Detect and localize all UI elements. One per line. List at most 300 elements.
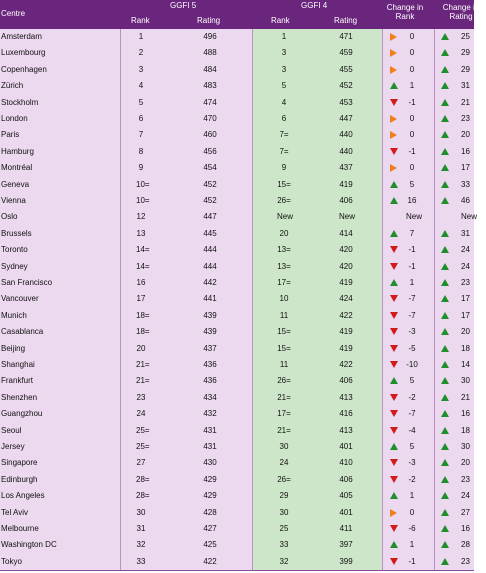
column-divider <box>382 521 383 537</box>
rank-change-down-arrow-icon <box>390 345 398 352</box>
ggfi5-rank: 17 <box>136 294 146 304</box>
change-in-rank: 5 <box>409 376 415 386</box>
column-divider <box>120 144 121 160</box>
change-in-rating: 23 <box>461 278 470 287</box>
cell-background <box>252 455 382 471</box>
column-divider <box>120 259 121 275</box>
column-divider <box>120 357 121 373</box>
centre-name: London <box>1 114 28 123</box>
table-row <box>0 308 474 325</box>
column-divider <box>120 439 121 455</box>
change-in-rank: 7 <box>409 228 415 238</box>
ggfi4-rank: 13= <box>277 245 291 255</box>
rank-change-up-arrow-icon <box>390 443 398 450</box>
rating-change-up-arrow-icon <box>441 246 449 253</box>
centre-name: Los Angeles <box>1 491 45 501</box>
ggfi4-rank: 26= <box>277 376 291 386</box>
table-row <box>0 406 474 423</box>
ggfi4-rating: 413 <box>339 425 353 435</box>
ggfi4-rank: 17= <box>277 278 291 287</box>
rank-change-down-arrow-icon <box>390 361 398 368</box>
change-in-rating: New <box>461 212 478 222</box>
ggfi5-rank: 8 <box>138 146 144 156</box>
rating-change-up-arrow-icon <box>441 197 449 204</box>
ggfi4-rank: 30 <box>279 507 289 517</box>
rating-change-up-arrow-icon <box>441 279 449 286</box>
column-divider <box>382 341 383 357</box>
table-row <box>0 209 478 226</box>
ggfi5-rank: 14= <box>136 261 150 271</box>
table-row <box>0 341 474 358</box>
column-divider <box>252 537 253 553</box>
centre-name: Paris <box>1 130 20 140</box>
rating-change-up-arrow-icon <box>441 164 449 171</box>
column-divider <box>252 308 253 324</box>
column-divider <box>120 177 121 193</box>
ggfi5-rating: 432 <box>203 409 217 419</box>
change-in-rank: -7 <box>408 294 416 304</box>
column-divider <box>120 390 121 406</box>
cell-background <box>0 209 120 225</box>
column-divider <box>382 390 383 406</box>
ggfi5-rank: 6 <box>138 114 144 123</box>
change-in-rank: -1 <box>408 245 416 255</box>
rank-change-right-arrow-icon <box>390 164 397 172</box>
change-in-rating: 28 <box>461 540 470 550</box>
ggfi4-rank: 17= <box>277 409 291 419</box>
ggfi5-rating: 434 <box>203 392 217 402</box>
ggfi5-rating: 445 <box>203 228 217 238</box>
ggfi5-rank: 5 <box>138 97 144 107</box>
ggfi4-rating: 419 <box>339 179 353 189</box>
cell-background <box>252 242 382 258</box>
ggfi5-rank: 27 <box>136 458 146 468</box>
column-divider <box>434 308 435 324</box>
header-ggfi4-rank: Rank <box>271 16 290 25</box>
ggfi4-rating: 405 <box>339 491 353 501</box>
rating-change-up-arrow-icon <box>441 49 449 56</box>
ggfi5-rank: 21= <box>136 360 150 369</box>
column-divider <box>120 193 121 209</box>
cell-background <box>252 226 382 242</box>
column-divider <box>252 193 253 209</box>
column-divider <box>120 308 121 324</box>
ggfi4-rating: 440 <box>339 130 353 140</box>
table-row <box>0 45 474 62</box>
column-divider <box>434 45 435 61</box>
column-divider <box>120 455 121 471</box>
ggfi4-rank: New <box>277 212 294 222</box>
ggfi4-rating: 413 <box>339 392 353 402</box>
change-in-rating: 20 <box>461 327 470 337</box>
ggfi5-rating: 460 <box>203 130 217 140</box>
ggfi4-rating: 440 <box>339 146 353 156</box>
ggfi4-rating: 401 <box>339 442 353 451</box>
centre-name: Tel Aviv <box>1 507 28 517</box>
change-in-rank: 1 <box>409 81 415 91</box>
ggfi5-rating: 470 <box>203 114 217 123</box>
ggfi4-rating: 471 <box>339 32 353 41</box>
ggfi4-rating: 406 <box>339 196 353 205</box>
table-row <box>0 160 474 177</box>
column-divider <box>434 275 435 291</box>
ggfi5-rating: 441 <box>203 294 217 304</box>
centre-name: San Francisco <box>1 278 53 287</box>
rating-change-up-arrow-icon <box>441 181 449 188</box>
centre-name: Copenhagen <box>1 64 47 74</box>
centre-name: Toronto <box>1 245 28 255</box>
change-in-rating: 27 <box>461 507 470 517</box>
change-in-rating: 14 <box>461 360 470 369</box>
rank-change-down-arrow-icon <box>390 427 398 434</box>
ggfi4-rating: 455 <box>339 64 353 74</box>
rank-change-up-arrow-icon <box>390 279 398 286</box>
change-in-rating: 25 <box>461 32 470 41</box>
rating-change-up-arrow-icon <box>441 295 449 302</box>
rank-change-up-arrow-icon <box>390 230 398 237</box>
ggfi4-rating: 414 <box>339 228 353 238</box>
rank-change-down-arrow-icon <box>390 476 398 483</box>
cell-background <box>252 177 382 193</box>
ggfi5-rank: 23 <box>136 392 146 402</box>
centre-name: Washington DC <box>1 540 57 550</box>
header-centre: Centre <box>1 9 26 18</box>
column-divider <box>382 275 383 291</box>
rating-change-up-arrow-icon <box>441 558 449 565</box>
change-in-rank: -10 <box>406 360 418 369</box>
header-ggfi5-rank: Rank <box>131 16 150 25</box>
rank-change-up-arrow-icon <box>390 181 398 188</box>
change-in-rating: 20 <box>461 458 470 468</box>
change-in-rating: 17 <box>461 294 470 304</box>
ggfi5-rating: 437 <box>203 343 217 353</box>
centre-name: Casablanca <box>1 327 44 337</box>
ggfi5-rank: 12 <box>136 212 146 222</box>
column-divider <box>434 373 435 389</box>
rating-change-up-arrow-icon <box>441 115 449 122</box>
centre-name: Luxembourg <box>1 48 46 58</box>
table-row <box>0 439 474 456</box>
change-in-rank: 0 <box>409 114 415 123</box>
rating-change-up-arrow-icon <box>441 328 449 335</box>
rating-change-up-arrow-icon <box>441 230 449 237</box>
column-divider <box>252 95 253 111</box>
ggfi5-rank: 28= <box>136 491 150 501</box>
ggfi4-rating: 447 <box>339 114 353 123</box>
column-divider <box>252 242 253 258</box>
ggfi4-rank: 24 <box>279 458 289 468</box>
rating-change-up-arrow-icon <box>441 131 449 138</box>
change-in-rank: -1 <box>408 97 416 107</box>
cell-background <box>252 62 382 78</box>
centre-name: Shanghai <box>1 360 35 369</box>
ggfi4-rating: 401 <box>339 507 353 517</box>
ggfi4-rank: 10 <box>279 294 289 304</box>
table-row <box>0 505 474 522</box>
rating-change-up-arrow-icon <box>441 394 449 401</box>
column-divider <box>120 505 121 521</box>
column-divider <box>252 259 253 275</box>
change-in-rating: 23 <box>461 556 470 566</box>
table-row <box>0 78 474 95</box>
change-in-rank: 0 <box>409 48 415 58</box>
column-divider <box>382 554 383 570</box>
column-divider <box>434 78 435 94</box>
centre-name: Beijing <box>1 343 26 353</box>
ggfi4-rating: 406 <box>339 376 353 386</box>
centre-name: Singapore <box>1 458 38 468</box>
ggfi4-rank: 21= <box>277 425 291 435</box>
centre-name: Seoul <box>1 425 22 435</box>
ggfi5-rank: 30 <box>136 507 146 517</box>
cell-background <box>252 472 382 488</box>
change-in-rank: -3 <box>408 458 416 468</box>
column-divider <box>382 537 383 553</box>
cell-background <box>252 373 382 389</box>
change-in-rank: 0 <box>409 163 415 173</box>
column-divider <box>382 488 383 504</box>
ggfi5-rating: 439 <box>203 327 217 337</box>
rating-change-up-arrow-icon <box>441 377 449 384</box>
table-row <box>0 226 474 243</box>
ggfi5-rating: 488 <box>203 48 217 58</box>
column-divider <box>252 275 253 291</box>
column-divider <box>434 144 435 160</box>
rating-change-up-arrow-icon <box>441 66 449 73</box>
header-ggfi4: GGFI 4 <box>301 1 328 10</box>
rating-change-up-arrow-icon <box>441 82 449 89</box>
rating-change-up-arrow-icon <box>441 459 449 466</box>
column-divider <box>252 439 253 455</box>
column-divider <box>434 455 435 471</box>
ggfi5-rating: 436 <box>203 376 217 386</box>
change-in-rating: 24 <box>461 261 470 271</box>
column-divider <box>382 324 383 340</box>
rating-change-up-arrow-icon <box>441 476 449 483</box>
table-row <box>0 324 474 341</box>
rank-change-up-arrow-icon <box>390 82 398 89</box>
change-in-rating: 16 <box>461 409 470 419</box>
ggfi4-rank: 6 <box>281 114 287 123</box>
change-in-rank: -6 <box>408 524 416 533</box>
table-row <box>0 291 474 308</box>
centre-name: Hamburg <box>1 146 34 156</box>
ggfi4-rating: 452 <box>339 81 353 91</box>
column-divider <box>434 505 435 521</box>
ggfi4-rating: 397 <box>339 540 353 550</box>
ggfi4-rating: 420 <box>339 245 353 255</box>
change-in-rating: 31 <box>461 81 470 91</box>
column-divider <box>434 160 435 176</box>
change-in-rank: 0 <box>409 130 415 140</box>
ggfi5-rating: 439 <box>203 310 217 320</box>
ggfi5-rating: 429 <box>203 474 217 484</box>
centre-name: Vienna <box>1 196 26 205</box>
change-in-rating: 18 <box>461 343 470 353</box>
change-in-rating: 16 <box>461 146 470 156</box>
table-row <box>0 521 474 538</box>
column-divider <box>434 111 435 127</box>
column-divider <box>434 324 435 340</box>
ggfi5-rating: 427 <box>203 524 217 533</box>
rating-change-up-arrow-icon <box>441 312 449 319</box>
rank-change-down-arrow-icon <box>390 525 398 532</box>
ggfi4-rank: 15= <box>277 343 291 353</box>
ggfi4-rating: 411 <box>339 524 353 533</box>
ggfi5-rank: 14= <box>136 245 150 255</box>
rating-change-up-arrow-icon <box>441 427 449 434</box>
column-divider <box>252 373 253 389</box>
column-divider <box>252 144 253 160</box>
column-divider <box>382 144 383 160</box>
column-divider <box>382 455 383 471</box>
rank-change-down-arrow-icon <box>390 410 398 417</box>
column-divider <box>120 537 121 553</box>
table-row <box>0 242 474 259</box>
column-divider <box>252 390 253 406</box>
ggfi5-rating: 431 <box>203 425 217 435</box>
ggfi4-rating: 419 <box>339 343 353 353</box>
ggfi5-rating: 483 <box>203 81 217 91</box>
rank-change-up-arrow-icon <box>390 541 398 548</box>
ggfi5-rating: 452 <box>203 179 217 189</box>
column-divider <box>252 505 253 521</box>
table-row <box>0 127 474 144</box>
column-divider <box>382 242 383 258</box>
column-divider <box>434 439 435 455</box>
change-in-rating: 23 <box>461 114 470 123</box>
table-row <box>0 488 474 505</box>
centre-name: Tokyo <box>1 556 22 566</box>
ggfi5-rating: 431 <box>203 442 217 451</box>
column-divider <box>252 357 253 373</box>
column-divider <box>382 177 383 193</box>
ggfi5-rating: 430 <box>203 458 217 468</box>
centre-name: Shenzhen <box>1 392 38 402</box>
cell-background <box>252 423 382 439</box>
centre-name: Munich <box>1 310 27 320</box>
table-row <box>0 144 474 161</box>
column-divider <box>252 127 253 143</box>
ggfi4-rating: 419 <box>339 327 353 337</box>
column-divider <box>434 537 435 553</box>
column-divider <box>252 521 253 537</box>
rating-change-up-arrow-icon <box>441 492 449 499</box>
rank-change-right-arrow-icon <box>390 115 397 123</box>
change-in-rating: 24 <box>461 491 470 501</box>
column-divider <box>382 505 383 521</box>
change-in-rank: -7 <box>408 310 416 320</box>
ggfi4-rank: 7= <box>279 146 289 156</box>
change-in-rank: 0 <box>409 507 415 517</box>
change-in-rating: 31 <box>461 228 470 238</box>
ggfi5-rating: 442 <box>203 278 217 287</box>
change-in-rating: 18 <box>461 425 470 435</box>
column-divider <box>382 423 383 439</box>
column-divider <box>382 62 383 78</box>
column-divider <box>382 357 383 373</box>
ggfi4-rank: 3 <box>281 64 287 74</box>
ggfi5-rank: 25= <box>136 425 150 435</box>
column-divider <box>434 357 435 373</box>
rank-change-down-arrow-icon <box>390 99 398 106</box>
centre-name: Frankfurt <box>1 376 34 386</box>
column-divider <box>434 390 435 406</box>
rank-change-up-arrow-icon <box>390 492 398 499</box>
ggfi5-rating: 428 <box>203 507 217 517</box>
cell-background <box>252 341 382 357</box>
rank-change-down-arrow-icon <box>390 558 398 565</box>
column-divider <box>252 160 253 176</box>
ggfi4-rank: 33 <box>279 540 289 550</box>
cell-background <box>252 308 382 324</box>
column-divider <box>434 472 435 488</box>
rank-change-right-arrow-icon <box>390 509 397 517</box>
column-divider <box>120 95 121 111</box>
change-in-rating: 30 <box>461 442 470 451</box>
column-divider <box>382 439 383 455</box>
ggfi4-rating: 416 <box>339 409 353 419</box>
ggfi5-rank: 24 <box>136 409 146 419</box>
column-divider <box>434 423 435 439</box>
ggfi4-rank: 4 <box>281 97 287 107</box>
column-divider <box>434 95 435 111</box>
change-in-rank: -4 <box>408 425 416 435</box>
centre-name: Jersey <box>1 442 25 451</box>
column-divider <box>252 226 253 242</box>
cell-background <box>252 45 382 61</box>
column-divider <box>434 291 435 307</box>
centre-name: Stockholm <box>1 97 39 107</box>
cell-background <box>252 439 382 455</box>
ggfi5-rating: 444 <box>203 245 217 255</box>
column-divider <box>120 78 121 94</box>
table-header <box>0 0 480 29</box>
ggfi5-rank: 13 <box>136 228 146 238</box>
ggfi5-rating: 456 <box>203 146 217 156</box>
ggfi5-rank: 18= <box>136 327 150 337</box>
ggfi4-rank: 3 <box>281 48 287 58</box>
centre-name: Geneva <box>1 179 30 189</box>
ggfi4-rating: 410 <box>339 458 353 468</box>
column-divider <box>252 324 253 340</box>
ggfi5-rank: 10= <box>136 179 150 189</box>
ggfi5-rating: 452 <box>203 196 217 205</box>
change-in-rank: -3 <box>408 327 416 337</box>
column-divider <box>382 406 383 422</box>
column-divider <box>434 259 435 275</box>
ggfi4-rank: 15= <box>277 179 291 189</box>
change-in-rating: 29 <box>461 48 470 58</box>
column-divider <box>252 78 253 94</box>
ggfi4-rank: 26= <box>277 474 291 484</box>
centre-name: Amsterdam <box>1 32 42 41</box>
rank-change-down-arrow-icon <box>390 394 398 401</box>
cell-background <box>252 488 382 504</box>
column-divider <box>434 127 435 143</box>
change-in-rating: 33 <box>461 179 470 189</box>
change-in-rating: 30 <box>461 376 470 386</box>
column-divider <box>382 160 383 176</box>
ggfi4-rank: 11 <box>279 360 289 369</box>
ggfi4-rank: 7= <box>279 130 289 140</box>
ggfi4-rating: 459 <box>339 48 353 58</box>
table-row <box>0 537 474 554</box>
rank-change-right-arrow-icon <box>390 49 397 57</box>
column-divider <box>382 308 383 324</box>
rating-change-up-arrow-icon <box>441 443 449 450</box>
ggfi5-rank: 10= <box>136 196 150 205</box>
